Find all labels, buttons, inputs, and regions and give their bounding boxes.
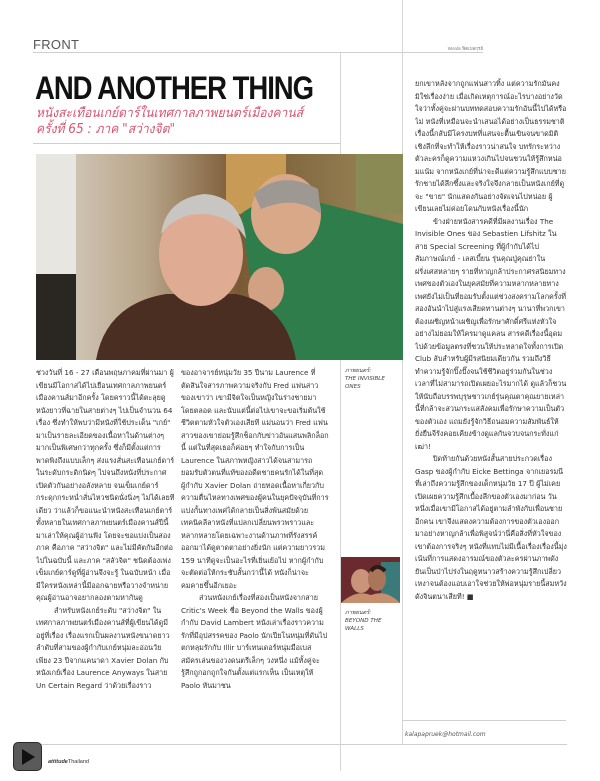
header-divider xyxy=(33,52,483,53)
subtitle-line-1: หนังสะเทือนเกย์ดาร์ในเทศกาลภาพยนตร์เมืองคานส์ xyxy=(36,106,303,121)
subtitle-line-2: ครั้งที่ 65 : ภาค "สว่างจิต" xyxy=(36,122,176,137)
paragraph: ยกเขาหลังจากถูกแฟนสาวทิ้ง แต่ความรักมันคงมิใช่เรื่องง่าย เมื่อเกิดเหตุการณ์อะไรบางอย่างวัดใจว่าทั้งคู่จะผ่านบททดสอบความรักอันนี้ไปได้หรือไม่ หนังที่เหมือนจะนำเสนอได้อย่างเป็นธรรมชาติเรื่องนี้กลับมีโครงบทที่แสนจะตื้นเขินจนขาดมิติเชิงลึกที่จะทำให้เรื่องราวน่าสนใจ บทรักระหว่างตัวละครก็ดูความแหวงเกินไปจนชวนให้รู้สึกหน่อมแน้ม จากหนังเกย์ที่น่าจะดีแต่ความรู้สึกแบบชายรักชายได้ลึกซึ้งและจริงใจจึงกลายเป็นหนังเกย์ที่ดูจะ "ขาย" นักแสดงกันอย่างจัดเจนไปหน่อย ผู้เขียนเลยไม่ค่อยโดนกับหนังเรื่องนี้นัก xyxy=(415,79,567,213)
column-divider-right xyxy=(402,0,403,744)
publication-brand xyxy=(48,759,89,765)
beyond-the-walls-thumbnail xyxy=(341,557,400,603)
caption-invisible-ones xyxy=(345,367,400,391)
article-title: AND ANOTHER THING xyxy=(35,70,314,106)
paragraph: ส่วนหนังเกย์เรื่องที่สองเป็นหนังจากสาย Critic's Week ชื่อ Beyond the Walls ของผู้กำกับ David Lambert หนังเล่าเรื่องราวความรักที่มีอุปสรรคของ Paolo นักเปียโนหนุ่มที่ดันไปตกหลุมรักกับ Illir บาร์เทนเดอร์หนุ่มมือเบสสมัครเล่นของวงดนตรีเล็กๆ วงหนึ่ง แม้ทั้งคู่จะรู้สึกถูกอกถูกใจกันตั้งแต่แรกเห็น เป็นเหตุให้ Paolo หันมาชน xyxy=(181,593,328,690)
author-email: kalapapruek@hotmail.com xyxy=(405,731,486,738)
article-column-3 xyxy=(415,78,567,713)
main-photo xyxy=(36,154,403,360)
photo-illustration-icon xyxy=(36,154,403,360)
article-subtitle xyxy=(36,106,303,138)
footer-divider xyxy=(33,744,567,745)
caption-label: ภาพยนตร์: xyxy=(345,368,372,374)
section-label: FRONT xyxy=(33,37,80,52)
caption-title: BEYOND THE WALLS xyxy=(345,618,382,632)
caption-title: THE INVISIBLE ONES xyxy=(345,376,385,390)
play-icon xyxy=(20,748,36,766)
brand-bold: attitude xyxy=(48,759,68,765)
paragraph: ปิดท้ายกันด้วยหนังสั้นสายประกวดเรื่อง Gasp ของผู้กำกับ Eicke Bettinga จากเยอรมนี ที่เล่าถึงความรู้สึกของเด็กหนุ่มวัย 17 ปี ผู้ไม่เคยเปิดเผยความรู้สึกเบื้องลึกของตัวเองมาก่อน วันหนึ่งเมื่อเขามีโอกาสได้อยู่ตามลำพังกับเพื่อนชายอีกคน เขาจึงแสดงความต้องการของตัวเองออกมาอย่างหาญกล้าเพื่อพิสูจน์ว่านี่คือสิ่งที่หัวใจของเขาต้องการจริงๆ หนังที่แทบไม่มีเนื้อเรื่องเรื่องนี้มุ่งเน้นที่การแสดงอารมณ์ของตัวละครผ่านภาพดังยันเป็นป่าไปร่งในฤดูหนาวสร้างความรู้สึกเปลี่ยวเหงาจนต้องแอบเอาใจช่วยให้พ่อหนุ่มรายนี้สมหวังดังจินตนาเสียที! ■ xyxy=(415,454,567,601)
author-credit: Words ฟิตเปลกุรย์ xyxy=(447,46,483,51)
paragraph: สำหรับหนังเกย์ระดับ "สว่างจิต" ในเทศกาลภาพยนตร์เมืองคานส์ที่ผู้เขียนได้ดูมีอยู่ที่เรื่อง เรื่องแรกเป็นผลงานหนังขนาดยาวลำดับที่สามของผู้กำกับเกย์หนุ่มละอ่อนวัยเพียง 23 ปีจากแคนาดา Xavier Dolan กับหนังเกย์เรื่อง Laurence Anyways ในสาย Un Certain Regard ว่าด้วยเรื่องราว xyxy=(36,605,170,690)
caption-beyond-the-walls xyxy=(345,609,400,633)
article-column-2 xyxy=(181,367,329,733)
brand-regular: Thailand xyxy=(67,759,89,765)
paragraph: ช่วงวันที่ 16 - 27 เดือนพฤษภาคมที่ผ่านมา ผู้เขียนมีโอกาสได้ไปเยือนเทศกาลภาพยนตร์เมืองคานส์มาอีกครั้ง โดยคราวนี้ได้ตะลุยดูหนังยาวที่ฉายในสายต่างๆ ไปเป็นจำนวน 64 เรื่อง ซึ่งทำให้พบว่ามีหนังที่ใช้ประเด็น "เกย์" มาเป็นรายละเอียดของเนื้อหาในด้านต่างๆ มากเป็นพิเศษกว่าทุกครั้ง ซึ่งก็มีตั้งแต่การพาดพิงถึงแบบเล็กๆ ส่งแรงสั่นสะเทือนเกย์ดาร์ในระดับกระดิกนิดๆ ไปจนถึงหนังที่ประกาศเปิดตัวกันอย่างอลังหลาย จนเข็มเกย์ดาร์กระดุกกระหน่ำสั่นไหวชนิดนั่งนิ่งๆ ไม่ได้เลยทีเดียว ว่าแล้วก็ขอแนะนำหนังสะเทือนเกย์ดาร์ทั้งหลายในเทศกาลภาพยนตร์เมืองคานส์ปีนี้มาเล่าให้คุณผู้อ่านฟัง โดยจะขอแบ่งเป็นสองภาค คือภาค "สว่างจิต" และไม่มีคัตกันอีกต่อไปในฉบับนี้ และภาค "สลัวจิต" ชนิดต้องเพ่งเข็มเกย์ดาร์ดูที่ผู้อ่านจึงจะรู้ ในฉบับหน้า เมื่อมีใครหนังเหล่านี้มีออกฉายหรือวางจำหน่าย คุณผู้อ่านอาจอยากลองตามหากันดู xyxy=(36,368,175,602)
email-divider xyxy=(403,720,566,721)
article-column-1 xyxy=(36,367,175,733)
title-divider xyxy=(33,143,340,144)
caption-label: ภาพยนตร์: xyxy=(345,610,372,616)
play-button[interactable] xyxy=(13,742,42,771)
thumbnail-illustration-icon xyxy=(341,557,400,603)
paragraph: ของอาจารย์หนุ่มวัย 35 ปีนาม Laurence ที่ตัดสินใจสารภาพความจริงกับ Fred แฟนสาวของเขาว่า เขามีจิตใจเป็นหญิงในร่างชายมาโดยตลอด และนับแต่นี้ต่อไปเขาจะขอเริ่มต้นใช้ชีวิตตามหัวใจตัวเองเสียที แม่นอนว่า Fred แฟนสาวของเขาย่อมรู้สึกช็อกกับข่าวอันแสนพลิกล็อกนี้ แต่ในที่สุดเธอก็ค่อยๆ ทำใจกับการเป็น Laurence ในสภาพหญิงสาวได้จนสามารถยอมรับตัวตนที่แท้ของอดีตชายคนรักได้ในที่สุด ผู้กำกับ Xavier Dolan ถ่ายทอดเนื้อหาเกี่ยวกับความตื่นไหลทางเพศของผู้คนในยุคปัจจุบันที่การแบ่งกั้นทางเพศได้กลายเป็นสิ่งพ้นสมัยด้วยเทคนิคลีลาหนังที่แปลกเปลี่ยนพรวพราวและหลากหลายโดยเฉพาะงานด้านภาพที่รังสรรค์ออกมาได้ดูตาดตาอย่างยิ่งนัก แต่ความยาวรวม 159 นาทีดูจะเป็นอะไรที่เยิ่นเย้อไป หากผู้กำกับจะตัดต่อให้กระชับสั้นกว่านี้ได้ หนังก็น่าจะคมคายขึ้นอีกเยอะ xyxy=(181,368,329,590)
paragraph: ข้างฝ่ายหนังสารคดีที่มีผลงานเรื่อง The Invisible Ones ของ Sebastien Lifshitz ในสาย Special Screening ที่ผู้กำกับได้ไปสัมภาษณ์เกย์ - เลสเบี้ยน รุ่นคุณปู่คุณย่าในฝรั่งเศสหลายๆ รายที่หาญกล้าประกาศรสนิยมทางเพศของตัวเองในยุคสมัยที่ความหลากหลายทางเพศยังไม่เป็นที่ยอมรับตั้งแต่ช่วงสงครามโลกครั้งที่สองอันนำไปสู่แรงเสียดทานต่างๆ นานาที่พวกเขาต้องเผชิญหน้าเผชิญเพื่อรักษาศักดิ์ศรีแห่งหัวใจอย่างไม่ยอมให้ใครมาดูแคลน สารคดีเรื่องนี้อุดมไปด้วยข้อมูลตรงที่ชวนให้ประหลาดใจทั้งการเปิด Club ลับสำหรับผู้มีรสนิยมเดียวกัน รวมถึงวิธีทำความรู้จักปิ๊งปั๊งจนใช้ชีวิตอยู่ร่วมกันในช่วงเวลาที่ไม่สามารถเปิดเผยอะไรมากได้ ดูแล้วก็ชวนให้นับถือบรรพบุรุษชาวเกย์รุ่นคุณตาคุณยายเหล่านี้ที่กล้าจะสวนกระแสสังคมเพื่อรักษาความเป็นตัวของตัวเอง แถมยังรู้จักวิธีถนอมความสัมพันธ์ให้ยั่งยืนจีรังคอยเคียงข้างดูแลกันจวบจนกระทั่งแก่เฒ่า! xyxy=(415,216,567,451)
